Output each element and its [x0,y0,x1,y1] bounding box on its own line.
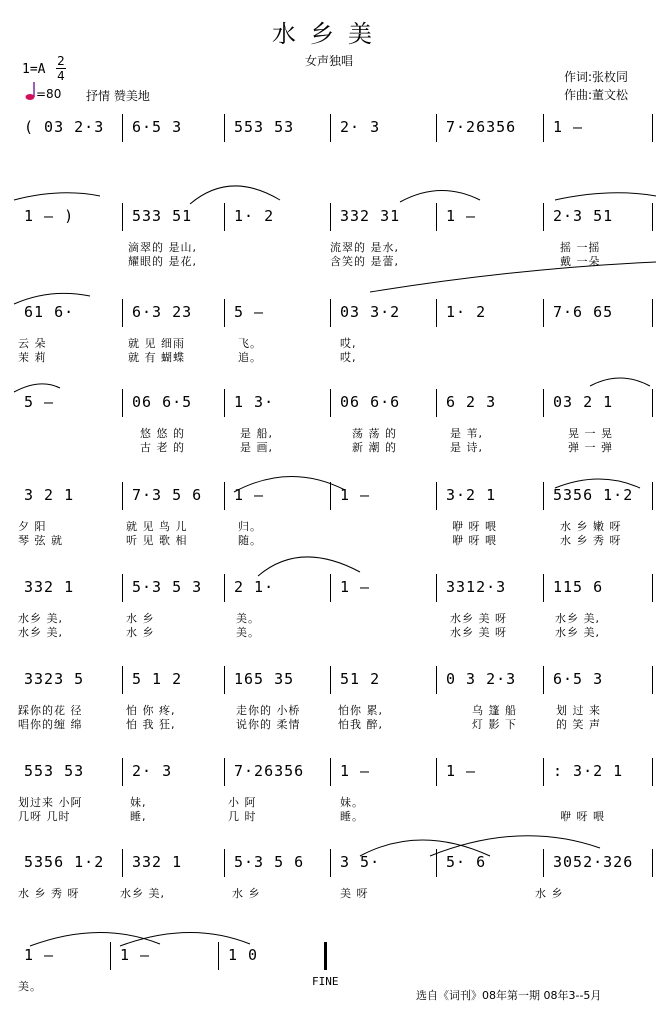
bar-line [330,574,331,602]
measure: 5 – [24,393,55,411]
bar-line [543,389,544,417]
measure: 1· 2 [446,303,487,321]
bar-line [652,299,653,327]
measure: 0 3 2·3 [446,670,517,688]
bar-line [224,849,225,877]
lyric-text: 是 苇, [450,427,483,440]
measure: 3052·326 [553,853,634,871]
bar-line [436,666,437,694]
lyric-text: 几呀 几时 [18,810,71,823]
bar-line [330,389,331,417]
bar-line [122,114,123,142]
bar-line [543,114,544,142]
measure: 5 1 2 [132,670,183,688]
measure: 3·2 1 [446,486,497,504]
lyric-text: 听 见 歌 相 [126,534,188,547]
lyric-text: 妹。 [340,796,364,809]
measure: 5 – [234,303,265,321]
bar-line [436,849,437,877]
song-title: 水乡美 [272,20,386,48]
bar-line [652,666,653,694]
lyric-text: 几 时 [228,810,257,823]
lyric-text: 摇 一摇 [560,241,601,254]
measure: 1 3· [234,393,275,411]
time-sig-bottom: 4 [57,69,65,83]
measure: 1 – [120,946,151,964]
lyric-text: 水乡 美, [18,626,63,639]
lyric-text: 琴 弦 就 [18,534,63,547]
lyric-text: 弹 一 弹 [568,441,613,454]
lyric-text: 走你的 小桥 [236,704,301,717]
lyric-text: 水 乡 秀 呀 [560,534,622,547]
expression-marking: 抒情 赞美地 [86,89,150,103]
lyric-text: 哎, [340,351,357,364]
bar-line [543,758,544,786]
time-signature [56,54,66,83]
bar-line [436,299,437,327]
measure: 61 6· [24,303,75,321]
measure: 7·6 65 [553,303,614,321]
lyric-text: 是 画, [240,441,273,454]
bar-line [543,299,544,327]
measure: 1 – [24,946,55,964]
bar-line [224,203,225,231]
bar-line [324,942,327,970]
composer-credit: 作曲:董文松 [564,88,629,102]
measure: 3312·3 [446,578,507,596]
measure: 533 51 [132,207,193,225]
bar-line [330,299,331,327]
lyric-text: 咿 呀 喂 [560,810,605,823]
bar-line [110,942,111,970]
lyric-text: 水 乡 [126,612,155,625]
lyric-text: 咿 呀 喂 [452,534,497,547]
lyric-text: 水乡 美, [120,887,165,900]
lyric-text: 追。 [238,351,262,364]
bar-line [543,666,544,694]
measure: 6·5 3 [132,118,183,136]
lyric-text: 水乡 美, [18,612,63,625]
lyric-text: 美。 [18,980,42,993]
measure: 165 35 [234,670,295,688]
lyric-text: 唱你的缠 绵 [18,718,83,731]
lyric-text: 妹, [130,796,147,809]
lyric-text: 归。 [238,520,262,533]
measure: 5·3 5 6 [234,853,305,871]
key-signature: 1=A [22,62,46,77]
lyric-text: 是 船, [240,427,273,440]
lyric-text: 水 乡 [535,887,564,900]
lyric-text: 的 笑 声 [556,718,601,731]
bar-line [652,482,653,510]
lyric-text: 晃 一 晃 [568,427,613,440]
lyric-text: 流翠的 是水, [330,241,399,254]
measure: 1 – [234,486,265,504]
lyric-text: 水乡 美, [555,626,600,639]
measure: 3323 5 [24,670,85,688]
lyric-text: 水乡 美, [555,612,600,625]
lyric-text: 悠 悠 的 [140,427,185,440]
measure: 115 6 [553,578,604,596]
measure: 7·26356 [234,762,305,780]
measure: 6·5 3 [553,670,604,688]
measure: 1· 2 [234,207,275,225]
measure: 06 6·5 [132,393,193,411]
lyric-text: 美。 [236,612,260,625]
measure: 1 – [340,762,371,780]
bar-line [543,482,544,510]
bar-line [224,299,225,327]
measure: 2· 3 [132,762,173,780]
lyric-text: 就 见 鸟 儿 [126,520,188,533]
bar-line [330,849,331,877]
bar-line [330,482,331,510]
bar-line [436,574,437,602]
bar-line [330,203,331,231]
bar-line [436,758,437,786]
bar-line [122,203,123,231]
bar-line [436,389,437,417]
lyric-text: 咿 呀 喂 [452,520,497,533]
bar-line [224,574,225,602]
bar-line [122,849,123,877]
measure: 06 6·6 [340,393,401,411]
measure: 03 3·2 [340,303,401,321]
measure: 1 – [340,578,371,596]
lyric-text: 水 乡 [232,887,261,900]
bar-line [543,574,544,602]
lyric-text: 踩你的花 径 [18,704,83,717]
lyric-text: 美 呀 [340,887,369,900]
measure: 553 53 [234,118,295,136]
lyric-text: 夕 阳 [18,520,47,533]
measure: 553 53 [24,762,85,780]
bar-line [652,389,653,417]
lyric-text: 小 阿 [228,796,257,809]
tempo-marking: =80 [36,87,62,101]
measure: 51 2 [340,670,381,688]
measure: 7·26356 [446,118,517,136]
bar-line [224,482,225,510]
lyric-text: 耀眼的 是花, [128,255,197,268]
lyric-text: 就 见 细雨 [128,337,185,350]
measure: 1 0 [228,946,259,964]
lyric-text: 荡 荡 的 [352,427,397,440]
lyric-text: 睡, [130,810,147,823]
measure: 5· 6 [446,853,487,871]
bar-line [652,849,653,877]
measure: 1 – [446,762,477,780]
measure: 1 – [340,486,371,504]
fine-marking: FINE [312,975,339,988]
measure: 5·3 5 3 [132,578,203,596]
bar-line [122,299,123,327]
bar-line [652,758,653,786]
lyric-text: 古 老 的 [140,441,185,454]
measure: 2 1· [234,578,275,596]
measure: 3 2 1 [24,486,75,504]
lyric-text: 划 过 来 [556,704,601,717]
lyric-text: 水 乡 秀 呀 [18,887,80,900]
lyric-text: 怕我 醉, [338,718,383,731]
lyric-text: 飞。 [238,337,262,350]
lyric-text: 水乡 美 呀 [450,626,507,639]
lyric-text: 怕你 累, [338,704,383,717]
measure: 7·3 5 6 [132,486,203,504]
measure: : 3·2 1 [553,762,624,780]
lyric-text: 乌 篷 船 [472,704,517,717]
measure: 3 5· [340,853,381,871]
bar-line [330,114,331,142]
bar-line [122,482,123,510]
measure: 1 – [446,207,477,225]
lyric-text: 是 诗, [450,441,483,454]
measure: 03 2 1 [553,393,614,411]
lyric-text: 就 有 蝴蝶 [128,351,185,364]
lyric-text: 说你的 柔情 [236,718,301,731]
lyric-text: 新 潮 的 [352,441,397,454]
lyric-text: 美。 [236,626,260,639]
time-sig-top: 2 [57,54,65,68]
lyric-text: 水乡 美 呀 [450,612,507,625]
bar-line [224,666,225,694]
bar-line [436,482,437,510]
measure: 332 31 [340,207,401,225]
bar-line [436,114,437,142]
lyric-text: 含笑的 是蕾, [330,255,399,268]
lyric-text: 水 乡 [126,626,155,639]
lyric-text: 睡。 [340,810,364,823]
bar-line [652,203,653,231]
lyric-text: 随。 [238,534,262,547]
bar-line [122,389,123,417]
lyric-text: 水 乡 嫩 呀 [560,520,622,533]
bar-line [218,942,219,970]
bar-line [330,666,331,694]
bar-line [543,203,544,231]
bar-line [330,758,331,786]
measure: 6 2 3 [446,393,497,411]
lyric-text: 划过来 小阿 [18,796,83,809]
lyricist-credit: 作词:张枚同 [564,70,629,84]
measure: 2· 3 [340,118,381,136]
lyric-text: 怕 你 疼, [126,704,176,717]
measure: ( 03 2·3 [24,118,105,136]
bar-line [543,849,544,877]
measure: 5356 1·2 [24,853,105,871]
bar-line [122,574,123,602]
bar-line [652,114,653,142]
measure: 332 1 [132,853,183,871]
bar-line [224,114,225,142]
lyric-text: 哎, [340,337,357,350]
source-note: 选自《词刊》08年第一期 08年3--5月 [416,989,602,1002]
lyric-text: 戴 一朵 [560,255,601,268]
measure: 5356 1·2 [553,486,634,504]
song-subtitle: 女声独唱 [304,54,353,68]
lyric-text: 滴翠的 是山, [128,241,197,254]
lyric-text: 云 朵 [18,337,47,350]
measure: 332 1 [24,578,75,596]
measure: 2·3 51 [553,207,614,225]
bar-line [224,758,225,786]
bar-line [652,574,653,602]
lyric-text: 怕 我 狂, [126,718,176,731]
measure: 6·3 23 [132,303,193,321]
bar-line [122,666,123,694]
lyric-text: 灯 影 下 [472,718,517,731]
lyric-text: 茉 莉 [18,351,47,364]
bar-line [224,389,225,417]
bar-line [122,758,123,786]
bar-line [436,203,437,231]
measure: 1 – [553,118,584,136]
measure: 1 – ) [24,207,75,225]
